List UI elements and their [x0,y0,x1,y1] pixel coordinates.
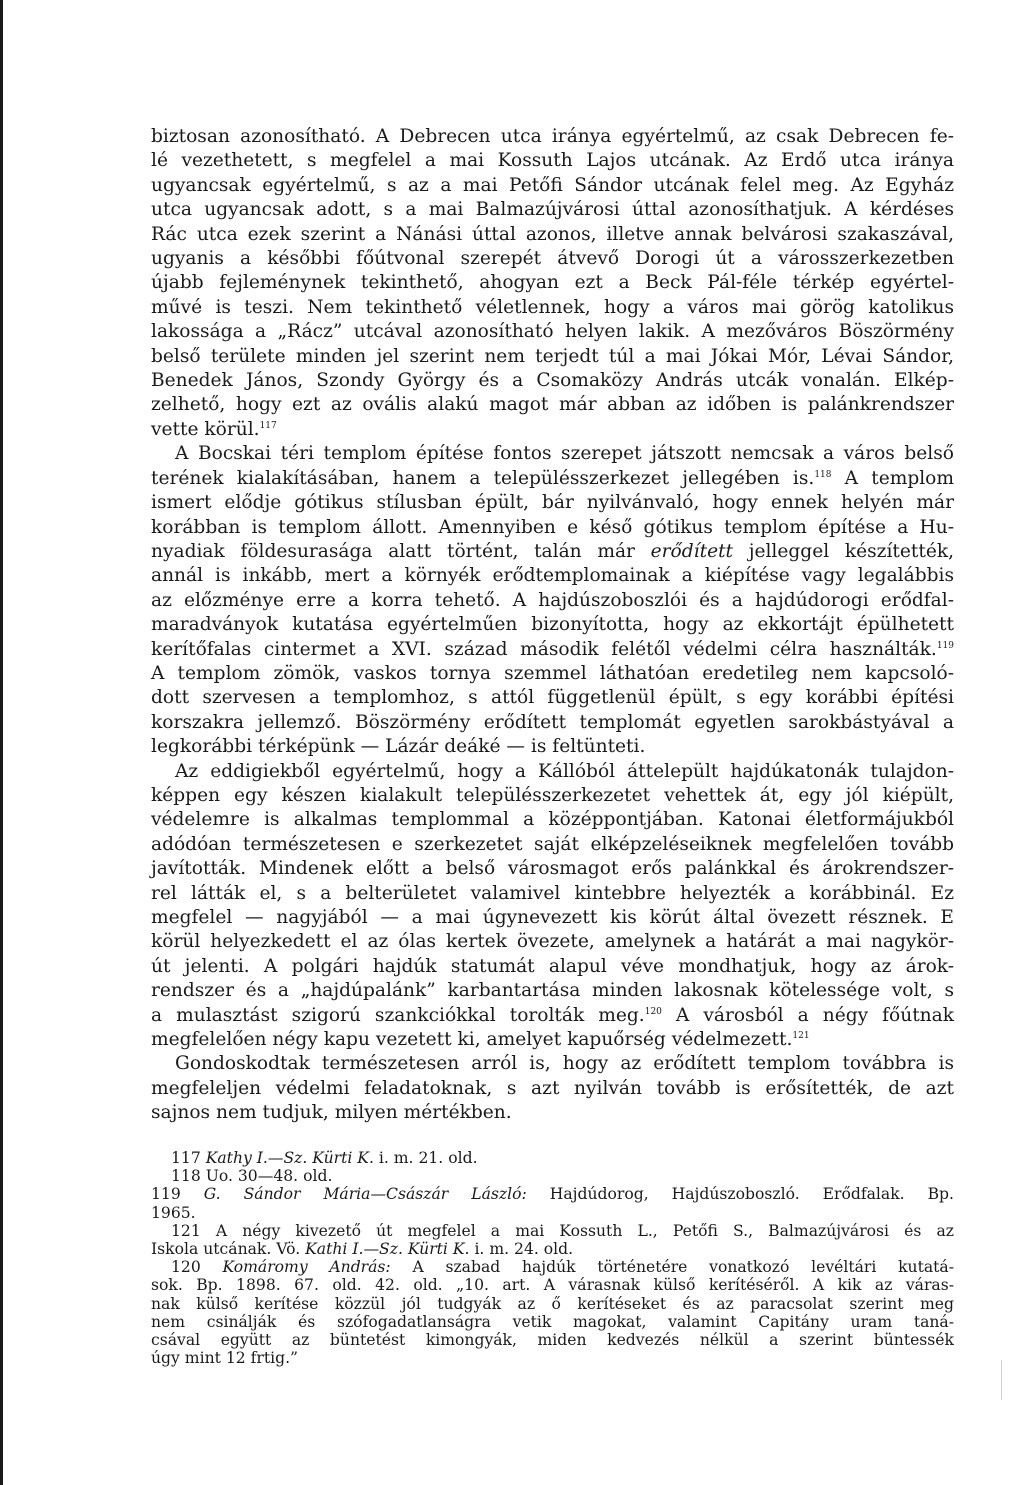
footnote-number: 120 [171,1258,201,1277]
text-line: korszakra jellemző. Böszörmény erődített templomát egyetlen sarokbástyával a [151,711,954,733]
text-line: képpen egy készen kialakult településszerkezetet vehettek át, egy jól kiépült, [151,784,954,806]
footnote-author: G. Sándor Mária—Császár László: [203,1185,527,1204]
text-line: művé is teszi. Nem tekinthető véletlennek, hogy a város mai görög katolikus [151,296,954,318]
text-line [151,540,954,564]
footnote-line: sok. Bp. 1898. 67. old. 42. old. „10. art. A várasnak külső kerítéséről. A kik az váras- [151,1276,954,1295]
text-line: biztosan azonosítható. A Debrecen utca iránya egyértelmű, az csak Debrecen fe- [151,126,954,147]
footnote-ref: 118 [814,469,832,480]
text-line: ismert elődje gótikus stílusban épült, bár nyilvánvaló, hogy ennek helyén már [151,492,954,514]
text-fragment: nyadiak földesurasága alatt történt, talán már [151,540,651,562]
footnote-number: 119 [151,1185,181,1204]
main-text [151,125,954,1126]
footnote-120 [151,1258,954,1367]
text-line [151,1004,954,1028]
footnote-121 [151,1222,954,1258]
text-line: annál is inkább, mert a környék erődtemplomainak a kiépítése vagy legalábbis [151,565,954,587]
footnote-text: Iskola utcának. Vö. [151,1240,306,1259]
text-line: utca ugyancsak adott, s a mai Balmazújvárosi úttal azonosíthatjuk. A kérdéses [151,199,954,221]
text-fragment: terének kialakításában, hanem a településszerkezet jellegében is. [151,467,815,489]
footnotes [151,1149,954,1367]
text-line: megfelel — nagyjából — a mai úgynevezett kis körút által övezett résznek. E [151,907,954,928]
text-fragment: a mulasztást szigorú szankciókkal torolták meg. [151,1004,645,1026]
text-line: rel látták el, s a belterületet valamivel kintebbre helyezték a korábbinál. Ez [151,882,954,904]
text-line: védelemre is alkalmas templommal a középpontjában. Katonai életformájukból [151,809,954,831]
text-line [151,418,954,442]
paragraph-3 [151,760,954,1053]
text-line: adódóan természetesen e szerkezetet saját elképzeléseiknek megfelelően tovább [151,833,954,855]
footnote-line [151,1240,954,1258]
footnote-ref: 119 [936,640,954,651]
footnote-118 [151,1167,954,1185]
text-line: lé vezethetett, s megfelel a mai Kossuth Lajos utcának. Az Erdő utca iránya [151,150,954,172]
footnote-117 [151,1149,954,1167]
text-line: körül helyezkedett el az ólas kertek övezete, amelynek a határát a mai nagykör- [151,931,954,953]
footnote-ref: 121 [792,1031,810,1042]
text-fragment: kerítőfalas cintermet a XVI. század második felétől védelmi célra használták. [151,638,937,660]
text-line: A templom zömök, vaskos tornya szemmel láthatóan eredetileg nem kapcsoló- [151,662,954,684]
text-fragment: vette körül. [151,418,260,440]
text-line: Az eddigiekből egyértelmű, hogy a Kállóból áttelepült hajdúkatonák tulajdon- [175,760,954,782]
text-line: zelhető, hogy ezt az ovális alakú magot már abban az időben is palánkrendszer [151,394,954,416]
text-line: maradványok kutatása egyértelműen bizonyította, hogy az ekkortájt épülhetett [151,614,954,636]
paragraph-4 [151,1052,954,1125]
footnote-author: Kathi I.—Sz. Kürti K. [305,1240,470,1259]
footnote-line [151,1185,954,1203]
italic-term: erődített [650,540,734,562]
footnote-line [151,1149,954,1167]
paragraph-1 [151,125,954,442]
text-line: Rác utca ezek szerint a Nánási úttal azonos, illetve annak belvárosi szakaszával, [151,223,954,245]
footnote-119 [151,1185,954,1221]
text-line: korábban is templom állott. Amennyiben e késő gótikus templom építése a Hu- [151,516,954,538]
text-line: lakossága a „Rácz” utcával azonosítható helyen lakik. A mezőváros Böszörmény [151,321,954,343]
text-line: javították. Mindenek előtt a belső városmagot erős palánkkal és árokrendszer- [151,858,954,880]
text-line: ugyancsak egyértelmű, s az a mai Petőfi Sándor utcának felel meg. Az Egyház [151,174,954,196]
footnote-author: Kathy I.—Sz. Kürti K. [205,1149,374,1167]
text-line: ugyanis a későbbi főútvonal szerepét átvevő Dorogi út a városszerkezetben [151,248,954,270]
text-line: megfeleljen védelmi feladatoknak, s azt nyilván tovább is erősítették, de azt [151,1077,954,1099]
footnote-ref: 120 [644,1006,662,1017]
text-fragment: A templom [831,467,955,489]
footnote-text: i. m. 24. old. [469,1240,574,1259]
text-line: legkorábbi térképünk — Lázár deáké — is feltünteti. [151,736,646,758]
text-fragment: A városból a négy főútnak [661,1004,954,1026]
footnote-number: 117 [171,1149,201,1167]
text-line: Gondoskodtak természetesen arról is, hogy az erődített templom továbbra is [175,1053,954,1075]
footnote-line: 1965. [151,1203,196,1222]
scan-left-edge [0,0,3,1485]
text-line: belső területe minden jel szerint nem terjedt túl a mai Jókai Mór, Lévai Sándor, [151,345,954,367]
text-line: út jelenti. A polgári hajdúk statumát alapul véve mondhatjuk, hogy az árok- [151,955,954,977]
text-line [151,1028,954,1052]
footnote-line: 121 A négy kivezető út megfelel a mai Kossuth L., Petőfi S., Balmazújvárosi és az [171,1221,954,1240]
text-line [151,467,954,491]
text-line: újabb fejleménynek tekinthető, ahogyan ezt a Beck Pál-féle térkép egyértel- [151,272,954,294]
text-fragment: megfelelően négy kapu vezetett ki, amelyet kapuőrség védelmezett. [151,1029,793,1051]
text-fragment: jelleggel készítették, [733,540,955,562]
footnote-line [151,1258,954,1276]
footnote-text: i. m. 21. old. [373,1149,478,1167]
text-line: rendszer és a „hajdúpalánk” karbantartása minden lakosnak kötelessége volt, s [151,980,954,1002]
footnote-text: Hajdúdorog, Hajdúszoboszló. Erődfalak. Bp. [526,1185,954,1204]
footnote-line: nem csinálják és szófogadatlanságra vetik magokat, valamint Capitány uram taná- [151,1312,954,1331]
footnote-line: csával együtt az büntetést kimongyák, miden kedvezés nélkül a szerint büntessék [151,1331,954,1350]
text-line: az előzménye erre a korra tehető. A hajdúszoboszlói és a hajdúdorogi erődfal- [151,589,954,611]
text-line: Benedek János, Szondy György és a Csomaközy András utcák vonalán. Elkép- [151,370,954,392]
text-line: A Bocskai téri templom építése fontos szerepet játszott nemcsak a város belső [175,443,954,465]
footnote-line: úgy mint 12 frtig.” [151,1349,299,1368]
footnote-line: nak külső kerítése közzül jól tudgyák az ő kerítéseket és az paracsolat szerint meg [151,1294,954,1313]
text-line [151,638,954,662]
text-line: sajnos nem tudjuk, milyen mértékben. [151,1102,512,1124]
text-line: dott szervesen a templomhoz, s attól függetlenül épült, s egy korábbi építési [151,687,954,709]
footnote-line: 118 Uo. 30—48. old. [171,1167,333,1186]
paragraph-2 [151,442,954,759]
footnote-ref: 117 [259,420,277,431]
scan-right-mark [1001,1360,1002,1400]
footnote-text: A szabad hajdúk történetére vonatkozó levéltári kutatá- [390,1258,954,1277]
footnote-author: Komáromy András: [222,1258,391,1277]
